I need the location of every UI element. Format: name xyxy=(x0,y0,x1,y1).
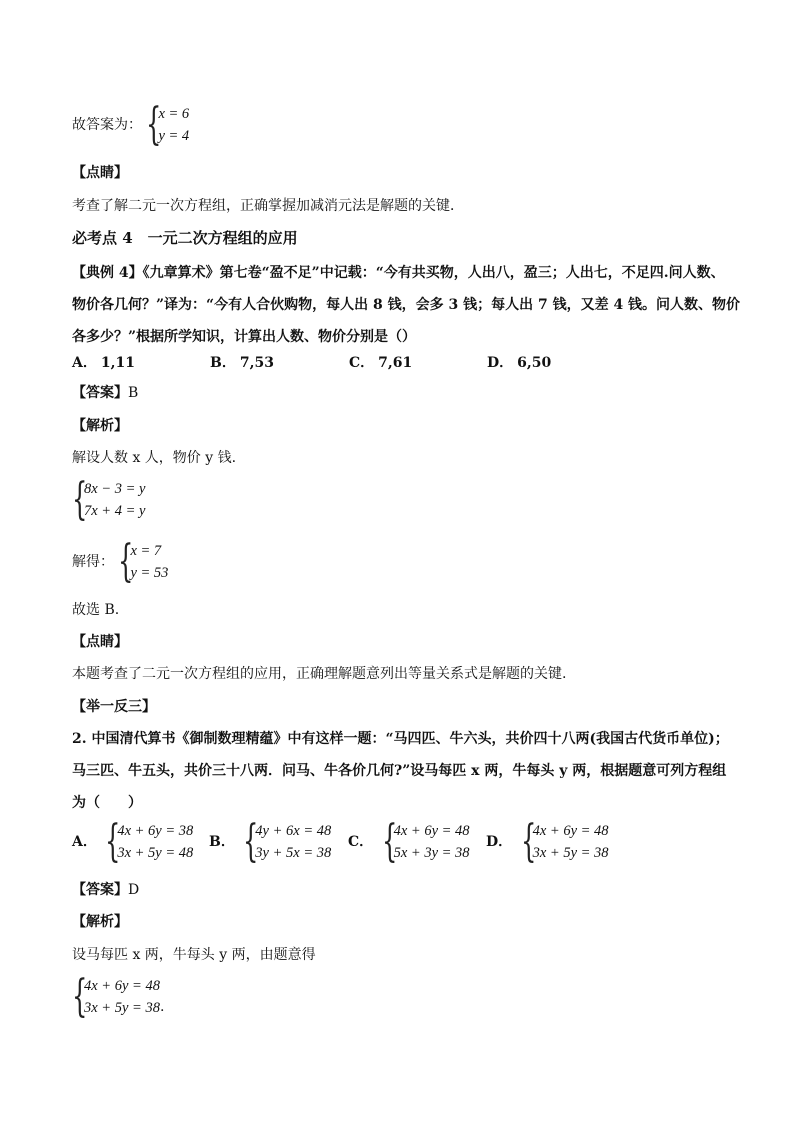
solution-prefix: 解得： xyxy=(72,554,114,570)
example-text-line: 【典例 4】《九章算术》第七卷“盈不足”中记载：“今有共买物，人出八，盈三；人出七，不足四.问人数、 xyxy=(72,265,725,281)
brace-icon: { xyxy=(381,816,398,867)
comment-text: 考查了解二元一次方程组，正确掌握加减消元法是解题的关键． xyxy=(72,198,464,214)
equation: 4y + 6x = 48 xyxy=(255,823,332,839)
option-b: B． { 4y + 6x = 48 3y + 5x = 38 xyxy=(209,816,332,867)
equation: 7x + 4 = y xyxy=(84,503,146,519)
analysis-heading: 【解析】 xyxy=(72,418,128,434)
equation: y = 53 xyxy=(130,565,169,581)
equation: 5x + 3y = 38 xyxy=(393,845,470,861)
brace-icon: { xyxy=(118,536,134,587)
example-text-line: 各多少？”根据所学知识，计算出人数、物价分别是（） xyxy=(72,329,417,345)
equation: 4x + 6y = 38 xyxy=(117,823,194,839)
equation: 4x + 6y = 48 xyxy=(393,823,470,839)
option-b: B． 7,53 xyxy=(210,355,274,371)
comment-heading: 【点睛】 xyxy=(72,634,128,650)
brace-icon: { xyxy=(243,816,259,867)
solution-system xyxy=(118,536,169,587)
option-c: C． 7,61 xyxy=(349,355,413,371)
equation: 4x + 6y = 48 xyxy=(532,823,609,839)
analysis-text: 设马每匹 x 两，牛每头 y 两，由题意得 xyxy=(72,947,316,963)
answer-line xyxy=(72,383,138,403)
answer-value: D xyxy=(128,882,140,898)
section-title: 必考点 4 一元二次方程组的应用 xyxy=(72,229,298,247)
equation: x = 6 xyxy=(158,106,190,122)
answer-line xyxy=(72,99,190,150)
equation: 4x + 6y = 48 xyxy=(84,978,160,994)
brace-icon: { xyxy=(146,99,162,150)
analysis-heading: 【解析】 xyxy=(72,914,128,930)
answer-line xyxy=(72,880,139,900)
system-suffix: . xyxy=(159,999,165,1015)
equation: 3x + 5y = 38 xyxy=(532,845,609,861)
equation: 3x + 5y = 48 xyxy=(117,845,194,861)
option-a: A． 1,11 xyxy=(72,355,135,371)
option-d: D． { 4x + 6y = 48 3x + 5y = 38 xyxy=(486,816,609,867)
answer-prefix: 故答案为： xyxy=(72,117,142,133)
practice-text-line: 为（ ） xyxy=(72,795,142,811)
equation: 3y + 5x = 38 xyxy=(255,845,332,861)
equation: 8x − 3 = y xyxy=(84,481,146,497)
comment-text: 本题考查了二元一次方程组的应用，正确理解题意列出等量关系式是解题的关键. xyxy=(72,666,567,682)
answer-heading: 【答案】 xyxy=(72,882,128,898)
option-d: D． 6,50 xyxy=(487,355,552,371)
equation-system xyxy=(72,971,165,1022)
brace-icon: { xyxy=(105,816,121,867)
practice-heading: 【举一反三】 xyxy=(72,699,156,715)
equation: 3x + 5y = 38 xyxy=(84,1000,160,1016)
brace-icon: { xyxy=(72,474,88,525)
equation: x = 7 xyxy=(130,543,162,559)
conclusion-text: 故选 B. xyxy=(72,602,120,618)
option-c: C． { 4x + 6y = 48 5x + 3y = 38 xyxy=(348,816,470,867)
answer-heading: 【答案】 xyxy=(72,385,128,401)
answer-value: B xyxy=(128,385,139,401)
answer-equation-system xyxy=(146,99,190,150)
comment-heading: 【点睛】 xyxy=(72,165,128,181)
equation: y = 4 xyxy=(158,128,190,144)
example-text-line: 物价各几何？”译为：“今有人合伙购物，每人出 8 钱，会多 3 钱；每人出 7 钱，又差 4 钱。问人数、物价 xyxy=(72,297,741,313)
practice-text-line: 2. 中国清代算书《御制数理精蕴》中有这样一题：“马四匹、牛六头，共价四十八两(我国古代货币单位)； xyxy=(72,731,729,747)
option-a: A． { 4x + 6y = 38 3x + 5y = 48 xyxy=(72,816,194,867)
solution-line xyxy=(72,536,169,587)
analysis-text: 解设人数 x 人，物价 y 钱. xyxy=(72,450,237,466)
brace-icon: { xyxy=(520,816,536,867)
brace-icon: { xyxy=(72,971,88,1022)
equation-system xyxy=(72,474,146,525)
practice-text-line: 马三匹、牛五头，共价三十八两．问马、牛各价几何?”设马每匹 x 两，牛每头 y 两，根据题意可列方程组 xyxy=(72,763,727,779)
